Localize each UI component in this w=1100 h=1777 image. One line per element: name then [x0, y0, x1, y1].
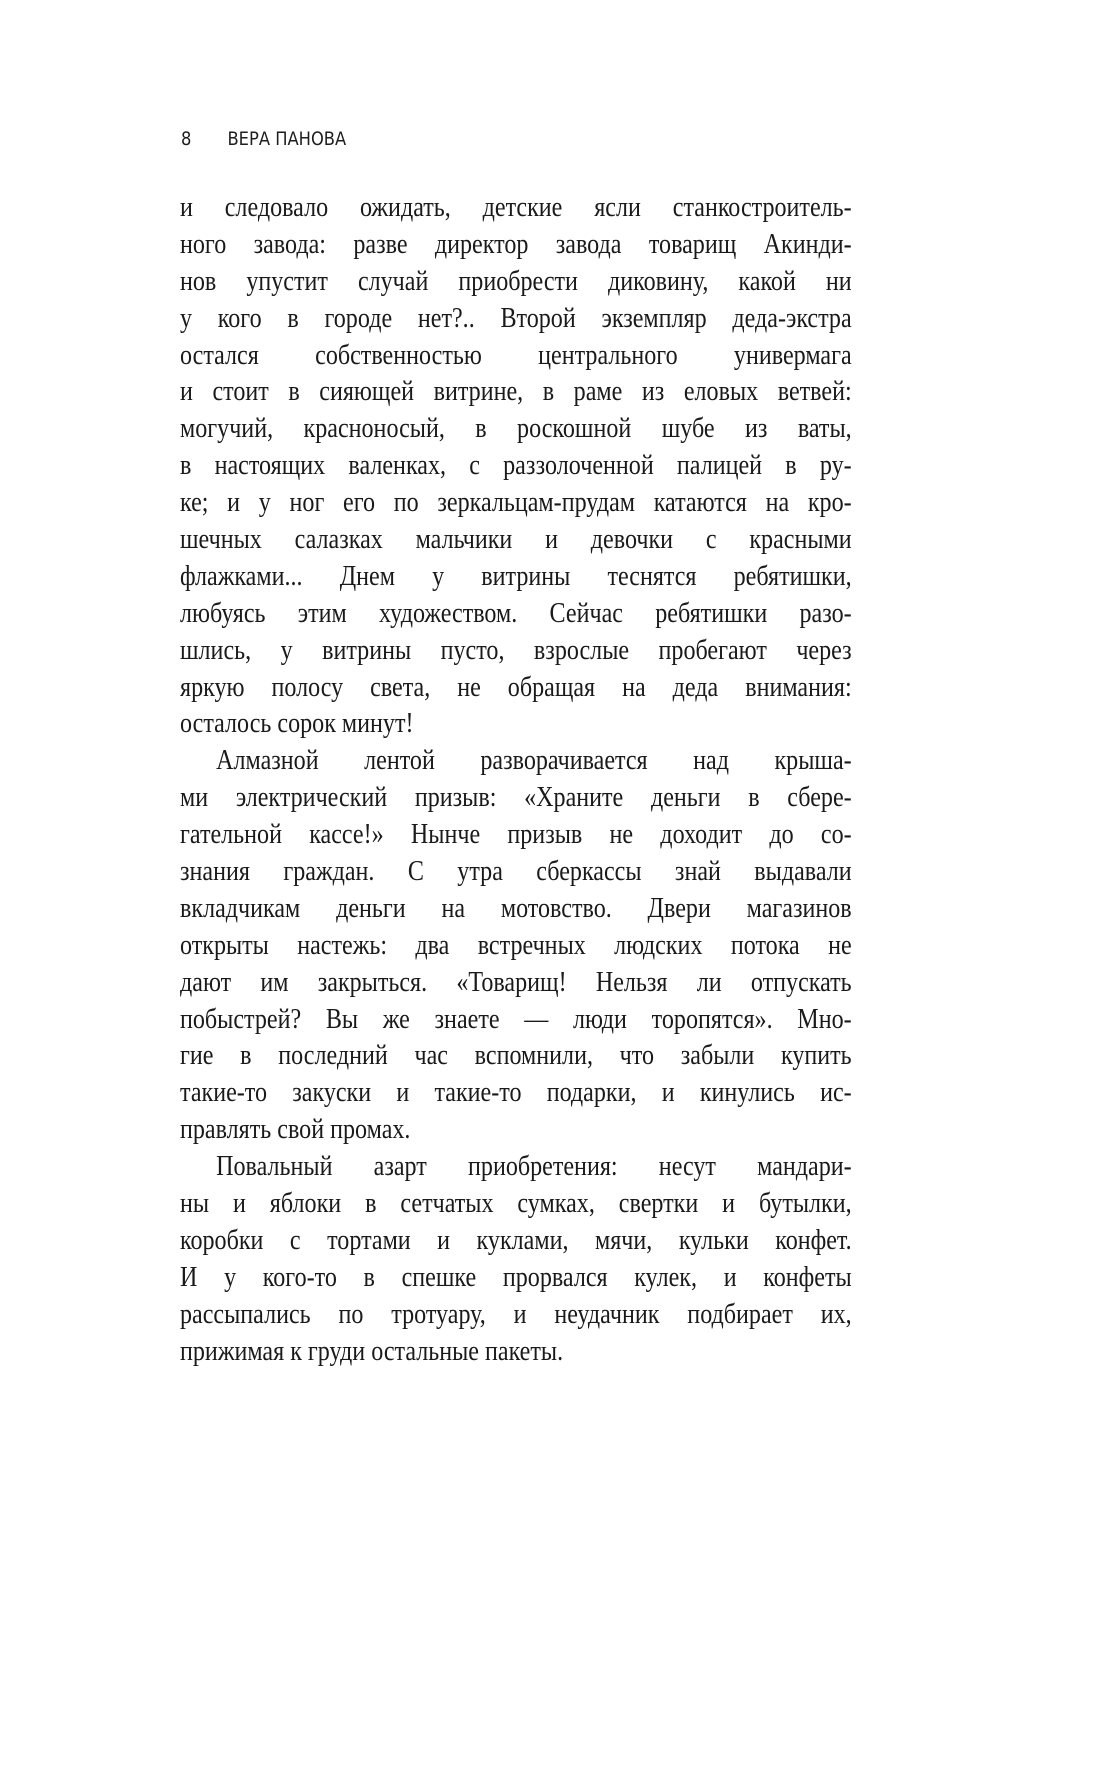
text-line: вкладчикам деньги на мотовство. Двери магазинов [180, 892, 852, 924]
text-line: и стоит в сияющей витрине, в раме из еловых ветвей: [180, 376, 852, 408]
author-name: ВЕРА ПАНОВА [227, 128, 347, 150]
text-line: ного завода: разве директор завода товарищ Акинди- [180, 228, 852, 260]
text-line: такие-то закуски и такие-то подарки, и кинулись ис- [180, 1077, 852, 1109]
text-line: могучий, красноносый, в роскошной шубе из ваты, [180, 413, 852, 445]
text-line: остался собственностью центрального универмага [180, 339, 852, 371]
page-number: 8 [181, 128, 192, 150]
paragraph-3 [180, 1149, 852, 1370]
paragraph-2 [180, 743, 852, 1149]
body-text [180, 190, 852, 1371]
text-line: гательной кассе!» Нынче призыв не доходит до со- [180, 819, 852, 851]
text-line: открыты настежь: два встречных людских потока не [180, 929, 852, 961]
text-line: побыстрей? Вы же знаете — люди торопятся». Мно- [180, 1003, 852, 1035]
text-line: у кого в городе нет?.. Второй экземпляр деда-экстра [180, 302, 852, 334]
text-line: нов упустит случай приобрести диковину, какой ни [180, 265, 852, 297]
text-line: коробки с тортами и куклами, мячи, кульки конфет. [180, 1224, 852, 1256]
text-line: Алмазной лентой разворачивается над крыша- [216, 745, 852, 777]
text-line: флажками... Днем у витрины теснятся ребятишки, [180, 560, 852, 592]
paragraph-1 [180, 190, 852, 743]
text-line: и следовало ожидать, детские ясли станкостроитель- [180, 192, 852, 223]
text-line: осталось сорок минут! [180, 708, 414, 740]
text-line: гие в последний час вспомнили, что забыли купить [180, 1040, 852, 1072]
text-line: дают им закрыться. «Товарищ! Нельзя ли отпускать [180, 966, 852, 998]
text-line: шечных салазках мальчики и девочки с красными [180, 524, 852, 556]
text-line: ке; и у ног его по зеркальцам-прудам катаются на кро- [180, 487, 852, 519]
text-line: рассыпались по тротуару, и неудачник подбирает их, [180, 1298, 852, 1330]
text-line: ны и яблоки в сетчатых сумках, свертки и бутылки, [180, 1188, 852, 1220]
text-line: И у кого-то в спешке прорвался кулек, и конфеты [180, 1261, 852, 1293]
text-line: Повальный азарт приобретения: несут мандари- [216, 1151, 852, 1183]
text-line: знания граждан. С утра сберкассы знай выдавали [180, 856, 852, 888]
text-line: шлись, у витрины пусто, взрослые пробегают через [180, 634, 852, 666]
text-line: прижимая к груди остальные пакеты. [180, 1335, 564, 1367]
text-line: ми электрический призыв: «Храните деньги в сбере- [180, 782, 852, 814]
text-line: в настоящих валенках, с раззолоченной палицей в ру- [180, 450, 852, 482]
running-head [181, 128, 346, 150]
text-line: любуясь этим художеством. Сейчас ребятишки разо- [180, 597, 852, 629]
text-line: правлять свой промах. [180, 1114, 411, 1146]
text-line: яркую полосу света, не обращая на деда внимания: [180, 671, 852, 703]
